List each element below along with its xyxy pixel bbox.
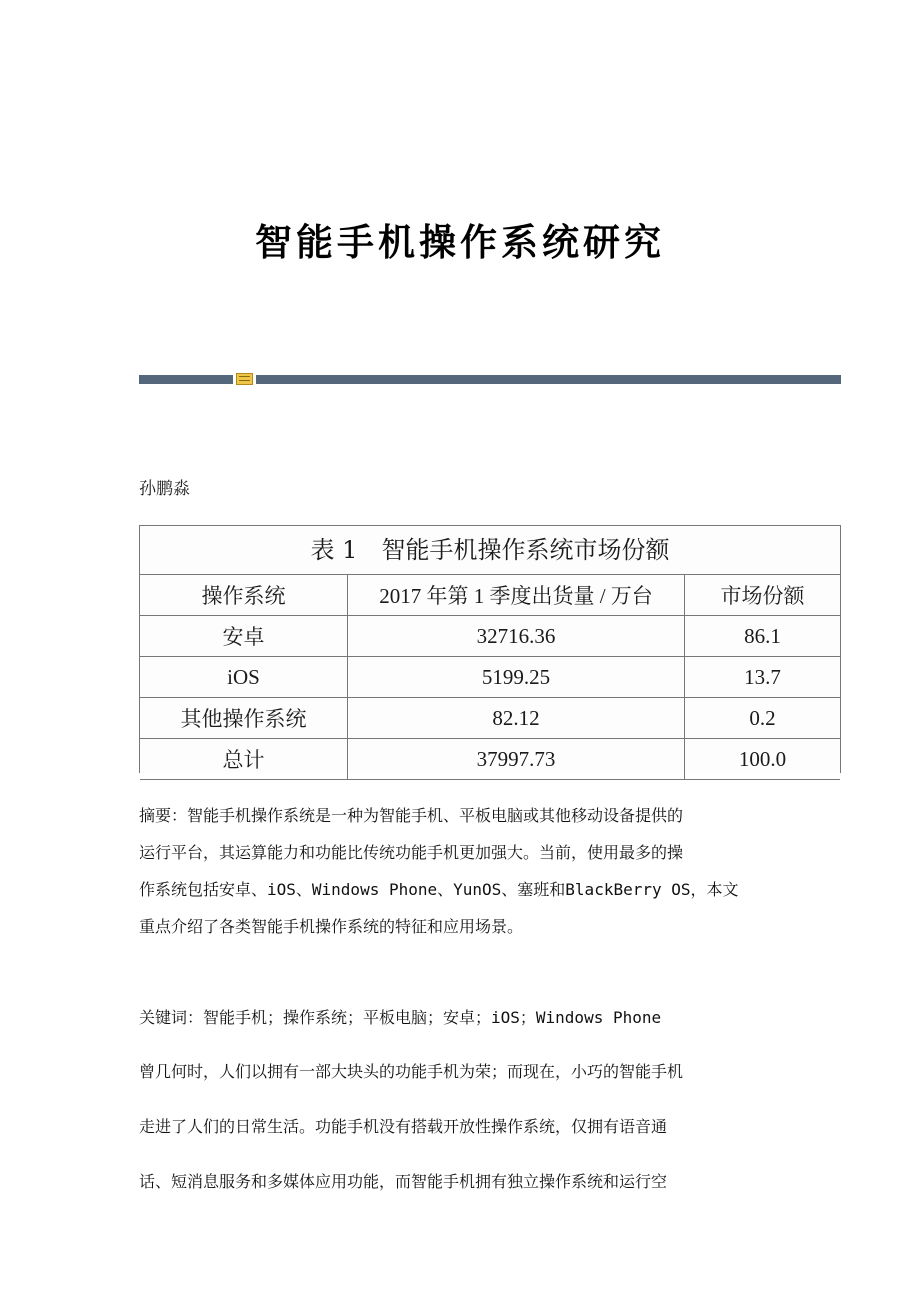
header-share: 市场份额 <box>685 575 841 616</box>
keywords-line: 关键词：智能手机；操作系统；平板电脑；安卓；iOS；Windows Phone <box>139 1008 662 1027</box>
market-share-table <box>139 525 841 773</box>
title-divider-left <box>139 375 233 384</box>
abstract-line: 作系统包括安卓、iOS、Windows Phone、YunOS、塞班和BlackBerry OS，本文 <box>139 880 739 899</box>
cell-shipments: 37997.73 <box>348 739 685 780</box>
table-row <box>140 657 840 698</box>
keywords-paragraph <box>139 999 779 1036</box>
cell-share: 0.2 <box>685 698 841 739</box>
cell-share: 86.1 <box>685 616 841 657</box>
cell-shipments: 82.12 <box>348 698 685 739</box>
table-row <box>140 616 840 657</box>
document-title: 智能手机操作系统研究 <box>255 220 665 264</box>
table-header-row <box>140 575 840 616</box>
table-caption: 表 1 智能手机操作系统市场份额 <box>140 526 840 575</box>
abstract-line: 摘要：智能手机操作系统是一种为智能手机、平板电脑或其他移动设备提供的 <box>139 806 684 825</box>
abstract-line: 运行平台，其运算能力和功能比传统功能手机更加强大。当前，使用最多的操 <box>139 843 684 862</box>
body-line: 曾几何时，人们以拥有一部大块头的功能手机为荣；而现在，小巧的智能手机 <box>139 1062 684 1081</box>
cell-os: 总计 <box>140 739 348 780</box>
cell-shipments: 5199.25 <box>348 657 685 698</box>
author-name: 孙鹏淼 <box>139 479 190 499</box>
table-row <box>140 698 840 739</box>
header-shipments: 2017 年第 1 季度出货量 / 万台 <box>348 575 685 616</box>
cell-os: iOS <box>140 657 348 698</box>
cell-shipments: 32716.36 <box>348 616 685 657</box>
abstract-line: 重点介绍了各类智能手机操作系统的特征和应用场景。 <box>139 917 524 936</box>
header-os: 操作系统 <box>140 575 348 616</box>
cell-os: 其他操作系统 <box>140 698 348 739</box>
abstract-paragraph <box>139 797 779 945</box>
envelope-icon <box>236 373 253 385</box>
table-row <box>140 739 840 780</box>
title-divider-right <box>256 375 841 384</box>
cell-os: 安卓 <box>140 616 348 657</box>
body-line: 走进了人们的日常生活。功能手机没有搭载开放性操作系统，仅拥有语音通 <box>139 1117 668 1136</box>
body-paragraph <box>139 1053 779 1200</box>
cell-share: 100.0 <box>685 739 841 780</box>
body-line: 话、短消息服务和多媒体应用功能，而智能手机拥有独立操作系统和运行空 <box>139 1172 668 1191</box>
table-grid <box>140 575 840 780</box>
cell-share: 13.7 <box>685 657 841 698</box>
